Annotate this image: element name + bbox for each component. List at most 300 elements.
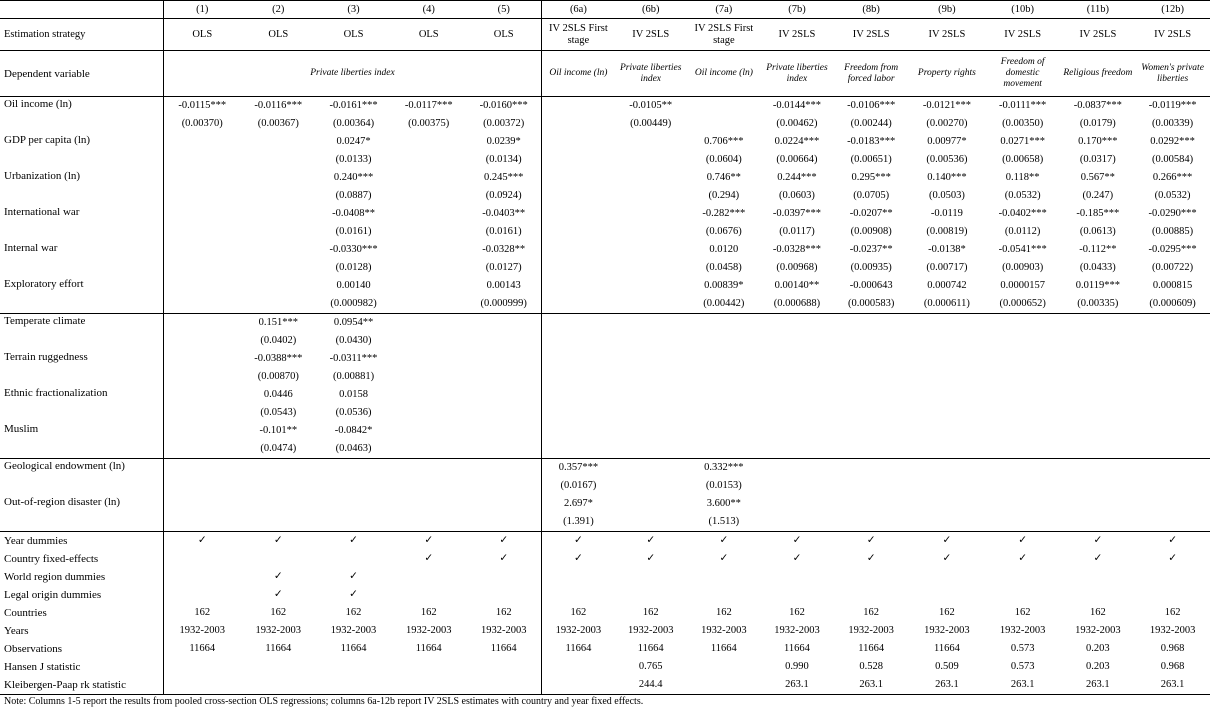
estimation-strategy-cell: IV 2SLS xyxy=(761,19,834,51)
coefficient-cell: -0.0106*** xyxy=(847,100,896,111)
coefficient-cell xyxy=(909,495,985,513)
standard-error-cell: (0.0127) xyxy=(485,262,522,273)
coefficient-cell xyxy=(466,386,542,404)
footer-label: Country fixed-effects xyxy=(4,553,99,565)
standard-error-cell xyxy=(542,187,615,205)
standard-error-cell xyxy=(687,404,761,422)
variable-se-row xyxy=(0,187,1210,205)
variable-se-row xyxy=(0,332,1210,350)
variable-coef-row xyxy=(0,495,1210,513)
coefficient-cell xyxy=(761,459,834,478)
standard-error-cell xyxy=(316,513,392,532)
standard-error-cell: (0.00270) xyxy=(926,118,968,129)
standard-error-cell xyxy=(542,259,615,277)
coefficient-cell xyxy=(985,350,1061,368)
standard-error-cell xyxy=(163,187,241,205)
footer-cell: ✓ xyxy=(499,553,509,564)
footer-label: Hansen J statistic xyxy=(4,661,81,673)
coefficient-cell: 0.000815 xyxy=(1152,280,1193,291)
footer-cell: 1932-2003 xyxy=(848,625,894,636)
footer-cell xyxy=(1061,586,1136,604)
standard-error-cell: (0.00370) xyxy=(163,115,241,133)
standard-error-cell xyxy=(163,477,241,495)
coefficient-cell: -0.282*** xyxy=(702,208,746,219)
coefficient-cell xyxy=(542,350,615,368)
standard-error-cell xyxy=(163,440,241,459)
standard-error-cell xyxy=(241,295,316,314)
coefficient-cell: -0.0237** xyxy=(849,244,893,255)
dependent-variable-cell: Property rights xyxy=(909,51,985,97)
coefficient-cell: 0.170*** xyxy=(1078,136,1118,147)
coefficient-cell: -0.0116*** xyxy=(254,100,303,111)
footer-cell xyxy=(163,586,241,604)
standard-error-cell xyxy=(687,115,761,133)
variable-se-row xyxy=(0,477,1210,495)
coefficient-cell: -0.0207** xyxy=(849,208,893,219)
coefficient-cell xyxy=(391,205,466,223)
coefficient-cell: -0.0541*** xyxy=(998,244,1047,255)
column-number-header: (9b) xyxy=(909,1,985,19)
variable-coef-row xyxy=(0,350,1210,368)
footer-cell: ✓ xyxy=(792,553,802,564)
footer-cell: 0.765 xyxy=(638,661,663,672)
coefficient-cell xyxy=(466,495,542,513)
coefficient-cell xyxy=(241,169,316,187)
coefficient-cell: -0.0144*** xyxy=(772,100,822,111)
variable-se-row xyxy=(0,404,1210,422)
standard-error-cell: (0.00584) xyxy=(1152,154,1194,165)
footer-row xyxy=(0,550,1210,568)
coefficient-cell: 0.00140** xyxy=(774,280,820,291)
standard-error-cell: (0.00968) xyxy=(776,262,818,273)
coefficient-cell: -0.0388*** xyxy=(254,353,303,364)
estimation-strategy-cell: IV 2SLS xyxy=(909,19,985,51)
footer-label: Year dummies xyxy=(4,535,68,547)
standard-error-cell xyxy=(761,513,834,532)
standard-error-cell xyxy=(542,440,615,459)
estimation-strategy-label: Estimation strategy xyxy=(0,19,163,51)
coefficient-cell xyxy=(687,97,761,116)
coefficient-cell xyxy=(542,386,615,404)
standard-error-cell: (0.000583) xyxy=(833,295,909,314)
footer-cell xyxy=(163,658,241,676)
estimation-strategy-cell: IV 2SLS xyxy=(833,19,909,51)
coefficient-cell: 0.244*** xyxy=(777,172,817,183)
coefficient-cell: 0.0000157 xyxy=(1000,280,1045,291)
standard-error-cell: (0.00442) xyxy=(687,295,761,314)
footer-row xyxy=(0,658,1210,676)
standard-error-cell xyxy=(163,151,241,169)
footer-cell: ✓ xyxy=(424,535,434,546)
standard-error-cell xyxy=(391,295,466,314)
standard-error-cell xyxy=(833,477,909,495)
coefficient-cell xyxy=(542,314,615,333)
dependent-variable-ols-span: Private liberties index xyxy=(163,51,542,97)
footer-cell: 1932-2003 xyxy=(701,625,747,636)
footer-label: Observations xyxy=(4,643,63,655)
footer-cell xyxy=(1135,568,1210,586)
footer-cell: 11664 xyxy=(784,643,810,654)
standard-error-cell xyxy=(391,223,466,241)
standard-error-cell xyxy=(761,368,834,386)
standard-error-cell: (0.0402) xyxy=(260,335,297,346)
standard-error-cell: (0.0503) xyxy=(928,190,965,201)
standard-error-cell xyxy=(542,295,615,314)
column-number-row xyxy=(0,1,1210,19)
footer-cell: ✓ xyxy=(646,535,656,546)
coefficient-cell xyxy=(1061,495,1136,513)
coefficient-cell: -0.0290*** xyxy=(1148,208,1197,219)
footer-cell: ✓ xyxy=(349,535,358,546)
footer-cell: ✓ xyxy=(349,571,358,582)
header-empty-cell xyxy=(0,1,163,19)
footer-cell xyxy=(316,676,392,695)
standard-error-cell xyxy=(909,440,985,459)
coefficient-cell: -0.0328** xyxy=(482,244,526,255)
variable-se-row xyxy=(0,440,1210,459)
coefficient-cell: -0.0295*** xyxy=(1148,244,1197,255)
coefficient-cell xyxy=(1061,422,1136,440)
standard-error-cell xyxy=(542,223,615,241)
coefficient-cell xyxy=(391,241,466,259)
footer-cell: 11664 xyxy=(858,643,885,654)
footer-cell: 11664 xyxy=(710,643,737,654)
variable-label: Temperate climate xyxy=(4,315,86,327)
variable-coef-row xyxy=(0,97,1210,116)
coefficient-cell xyxy=(466,459,542,478)
coefficient-cell: 0.151*** xyxy=(258,317,298,328)
coefficient-cell xyxy=(542,422,615,440)
coefficient-cell xyxy=(163,241,241,259)
coefficient-cell xyxy=(761,350,834,368)
footer-cell: 1932-2003 xyxy=(627,625,674,636)
footer-cell xyxy=(466,676,542,695)
footer-cell: 162 xyxy=(642,607,659,618)
standard-error-cell: (0.0603) xyxy=(779,190,815,201)
coefficient-cell xyxy=(909,386,985,404)
footer-cell xyxy=(985,568,1061,586)
variable-label: International war xyxy=(4,206,80,218)
coefficient-cell: 0.0292*** xyxy=(1150,136,1195,147)
coefficient-cell: 0.0271*** xyxy=(1000,136,1045,147)
footer-cell: 11664 xyxy=(933,643,960,654)
footer-cell: 162 xyxy=(1164,607,1181,618)
footer-cell: ✓ xyxy=(719,535,729,546)
footer-cell xyxy=(391,658,466,676)
standard-error-cell: (0.00375) xyxy=(408,118,450,129)
coefficient-cell xyxy=(466,350,542,368)
coefficient-cell xyxy=(761,422,834,440)
footer-cell: 162 xyxy=(715,607,732,618)
standard-error-cell xyxy=(985,404,1061,422)
dependent-variable-label: Dependent variable xyxy=(0,51,163,97)
coefficient-cell: -0.0328*** xyxy=(772,244,822,255)
dependent-variable-cell: Private liberties index xyxy=(614,51,687,97)
standard-error-cell xyxy=(466,513,542,532)
variable-coef-row xyxy=(0,205,1210,223)
coefficient-cell xyxy=(1135,350,1210,368)
footer-cell xyxy=(391,586,466,604)
standard-error-cell: (0.0887) xyxy=(335,190,372,201)
standard-error-cell xyxy=(241,187,316,205)
footer-cell: 263.1 xyxy=(1061,676,1136,695)
standard-error-cell: (0.0112) xyxy=(1004,226,1041,237)
standard-error-cell xyxy=(614,332,687,350)
coefficient-cell xyxy=(163,205,241,223)
standard-error-cell xyxy=(985,332,1061,350)
variable-label: Oil income (ln) xyxy=(4,98,72,110)
footer-cell: 162 xyxy=(163,604,241,622)
variable-se-row xyxy=(0,259,1210,277)
table-note-row xyxy=(0,695,1210,709)
standard-error-cell xyxy=(466,404,542,422)
standard-error-cell: (0.0161) xyxy=(335,226,372,237)
coefficient-cell xyxy=(466,422,542,440)
standard-error-cell: (0.000611) xyxy=(909,295,985,314)
estimation-strategy-cell: IV 2SLS xyxy=(614,19,687,51)
column-number-header: (7b) xyxy=(761,1,834,19)
coefficient-cell xyxy=(163,459,241,478)
coefficient-cell: 0.00977* xyxy=(927,136,967,147)
standard-error-cell xyxy=(391,513,466,532)
standard-error-cell xyxy=(1135,368,1210,386)
standard-error-cell: (0.00722) xyxy=(1152,262,1194,273)
coefficient-cell: 0.118** xyxy=(1005,172,1040,183)
variable-se-row xyxy=(0,295,1210,314)
footer-cell xyxy=(833,586,909,604)
coefficient-cell xyxy=(163,133,241,151)
footer-cell xyxy=(1135,586,1210,604)
coefficient-cell xyxy=(391,169,466,187)
standard-error-cell: (0.294) xyxy=(708,190,740,201)
footer-cell: 244.4 xyxy=(614,676,687,695)
coefficient-cell xyxy=(391,459,466,478)
footer-cell: 0.528 xyxy=(859,661,883,672)
footer-cell xyxy=(163,568,241,586)
estimation-strategy-cell: IV 2SLS First stage xyxy=(542,19,615,51)
coefficient-cell: 0.00140 xyxy=(336,280,371,291)
footer-cell: 0.990 xyxy=(785,661,809,672)
footer-cell xyxy=(466,568,542,586)
standard-error-cell xyxy=(614,259,687,277)
coefficient-cell xyxy=(163,350,241,368)
footer-label: Countries xyxy=(4,607,47,619)
estimation-strategy-cell: OLS xyxy=(316,19,392,51)
coefficient-cell xyxy=(614,277,687,295)
footer-cell: ✓ xyxy=(542,550,615,568)
coefficient-cell: 3.600** xyxy=(706,498,741,509)
footer-cell: 0.968 xyxy=(1160,643,1185,654)
footer-cell xyxy=(542,658,615,676)
footer-cell: ✓ xyxy=(273,571,283,582)
coefficient-cell xyxy=(542,205,615,223)
coefficient-cell xyxy=(391,133,466,151)
standard-error-cell: (1.391) xyxy=(542,513,615,532)
coefficient-cell xyxy=(614,133,687,151)
estimation-strategy-cell: IV 2SLS First stage xyxy=(687,19,761,51)
standard-error-cell: (0.0463) xyxy=(316,440,392,459)
footer-cell: ✓ xyxy=(1018,553,1028,564)
coefficient-cell xyxy=(909,422,985,440)
coefficient-cell xyxy=(614,459,687,478)
coefficient-cell xyxy=(542,97,615,116)
standard-error-cell: (0.000999) xyxy=(466,295,542,314)
footer-cell: ✓ xyxy=(424,553,434,564)
footer-cell: ✓ xyxy=(499,535,509,546)
standard-error-cell xyxy=(614,295,687,314)
coefficient-cell xyxy=(614,386,687,404)
coefficient-cell xyxy=(542,277,615,295)
standard-error-cell: (0.0458) xyxy=(705,262,742,273)
standard-error-cell xyxy=(761,440,834,459)
standard-error-cell: (0.0705) xyxy=(853,190,890,201)
footer-cell xyxy=(466,586,542,604)
coefficient-cell: -0.0397*** xyxy=(772,208,822,219)
coefficient-cell xyxy=(761,495,834,513)
coefficient-cell: -0.0111*** xyxy=(998,100,1047,111)
footer-cell xyxy=(687,586,761,604)
coefficient-cell: -0.000643 xyxy=(849,280,893,291)
footer-cell: ✓ xyxy=(349,589,358,600)
standard-error-cell xyxy=(1135,332,1210,350)
footer-cell: 162 xyxy=(495,607,512,618)
coefficient-cell xyxy=(909,459,985,478)
coefficient-cell xyxy=(1135,314,1210,333)
footer-cell: ✓ xyxy=(1168,553,1178,564)
footer-cell: 162 xyxy=(939,607,955,618)
coefficient-cell xyxy=(1061,459,1136,478)
coefficient-cell xyxy=(1061,314,1136,333)
standard-error-cell xyxy=(391,332,466,350)
standard-error-cell: (0.00903) xyxy=(1002,262,1044,273)
coefficient-cell xyxy=(833,314,909,333)
standard-error-cell: (1.513) xyxy=(687,513,761,532)
standard-error-cell xyxy=(1061,332,1136,350)
coefficient-cell: -0.0403** xyxy=(482,208,526,219)
standard-error-cell xyxy=(985,477,1061,495)
footer-cell xyxy=(761,568,834,586)
standard-error-cell xyxy=(614,477,687,495)
coefficient-cell: 0.706*** xyxy=(704,136,744,147)
footer-cell: ✓ xyxy=(1093,553,1103,564)
coefficient-cell: 0.0119*** xyxy=(1075,280,1120,291)
footer-cell: 1932-2003 xyxy=(163,622,241,640)
footer-cell: 11664 xyxy=(490,643,517,654)
standard-error-cell xyxy=(985,368,1061,386)
coefficient-cell xyxy=(833,495,909,513)
coefficient-cell: -0.0842* xyxy=(334,425,373,436)
dependent-variable-cell: Freedom from forced labor xyxy=(833,51,909,97)
standard-error-cell xyxy=(542,368,615,386)
coefficient-cell: 0.0158 xyxy=(339,389,368,400)
coefficient-cell xyxy=(1135,422,1210,440)
footer-cell xyxy=(542,568,615,586)
coefficient-cell xyxy=(316,495,392,513)
standard-error-cell xyxy=(761,404,834,422)
coefficient-cell xyxy=(761,386,834,404)
coefficient-cell xyxy=(542,241,615,259)
standard-error-cell xyxy=(985,440,1061,459)
coefficient-cell xyxy=(985,459,1061,478)
footer-cell: 162 xyxy=(863,607,880,618)
footer-cell: 263.1 xyxy=(985,676,1061,695)
coefficient-cell: -0.0161*** xyxy=(329,100,378,111)
coefficient-cell xyxy=(1135,495,1210,513)
standard-error-cell: (0.00244) xyxy=(850,118,892,129)
variable-coef-row xyxy=(0,169,1210,187)
footer-cell: 11664 xyxy=(637,643,664,654)
standard-error-cell: (0.00372) xyxy=(483,118,525,129)
coefficient-cell: -0.0121*** xyxy=(922,100,971,111)
coefficient-cell xyxy=(241,133,316,151)
standard-error-cell xyxy=(1061,440,1136,459)
footer-cell xyxy=(909,568,985,586)
footer-label: Years xyxy=(4,625,29,637)
variable-coef-row xyxy=(0,459,1210,478)
footer-cell: 162 xyxy=(420,607,437,618)
footer-cell xyxy=(985,586,1061,604)
standard-error-cell xyxy=(614,368,687,386)
column-number-header: (2) xyxy=(241,1,316,19)
coefficient-cell xyxy=(163,314,241,333)
footer-cell: 0.968 xyxy=(1160,661,1185,672)
column-number-header: (4) xyxy=(391,1,466,19)
coefficient-cell xyxy=(163,277,241,295)
standard-error-cell: (0.0134) xyxy=(485,154,522,165)
footer-cell xyxy=(241,550,316,568)
dependent-variable-cell: Oil income (ln) xyxy=(687,51,761,97)
standard-error-cell: (0.0128) xyxy=(335,262,372,273)
dependent-variable-cell: Women's private liberties xyxy=(1135,51,1210,97)
coefficient-cell xyxy=(687,386,761,404)
footer-cell: 1932-2003 xyxy=(924,625,970,636)
coefficient-cell: -0.0311*** xyxy=(329,353,378,364)
coefficient-cell xyxy=(391,350,466,368)
standard-error-cell: (0.0474) xyxy=(241,440,316,459)
variable-label: Internal war xyxy=(4,242,58,254)
coefficient-cell xyxy=(761,314,834,333)
standard-error-cell xyxy=(909,477,985,495)
footer-row xyxy=(0,622,1210,640)
standard-error-cell: (0.00885) xyxy=(1152,226,1194,237)
coefficient-cell: -0.0138* xyxy=(928,244,966,255)
standard-error-cell xyxy=(1135,513,1210,532)
footer-cell xyxy=(316,658,392,676)
coefficient-cell: -0.0117*** xyxy=(404,100,453,111)
coefficient-cell xyxy=(391,277,466,295)
footer-cell: 263.1 xyxy=(1135,676,1210,695)
estimation-strategy-cell: OLS xyxy=(391,19,466,51)
footer-cell xyxy=(316,550,392,568)
footer-cell xyxy=(761,586,834,604)
footer-cell: 1932-2003 xyxy=(999,625,1046,636)
column-number-header: (8b) xyxy=(833,1,909,19)
estimation-strategy-cell: OLS xyxy=(163,19,241,51)
standard-error-cell: (0.0532) xyxy=(1154,190,1191,201)
standard-error-cell xyxy=(1061,513,1136,532)
footer-cell: ✓ xyxy=(273,589,283,600)
estimation-strategy-row xyxy=(0,19,1210,51)
footer-cell: ✓ xyxy=(1093,535,1103,546)
standard-error-cell xyxy=(614,440,687,459)
standard-error-cell xyxy=(833,440,909,459)
coefficient-cell xyxy=(241,459,316,478)
standard-error-cell xyxy=(542,115,615,133)
coefficient-cell xyxy=(833,386,909,404)
coefficient-cell: 0.0954** xyxy=(333,317,374,328)
standard-error-cell xyxy=(391,404,466,422)
footer-cell: 1932-2003 xyxy=(774,625,820,636)
